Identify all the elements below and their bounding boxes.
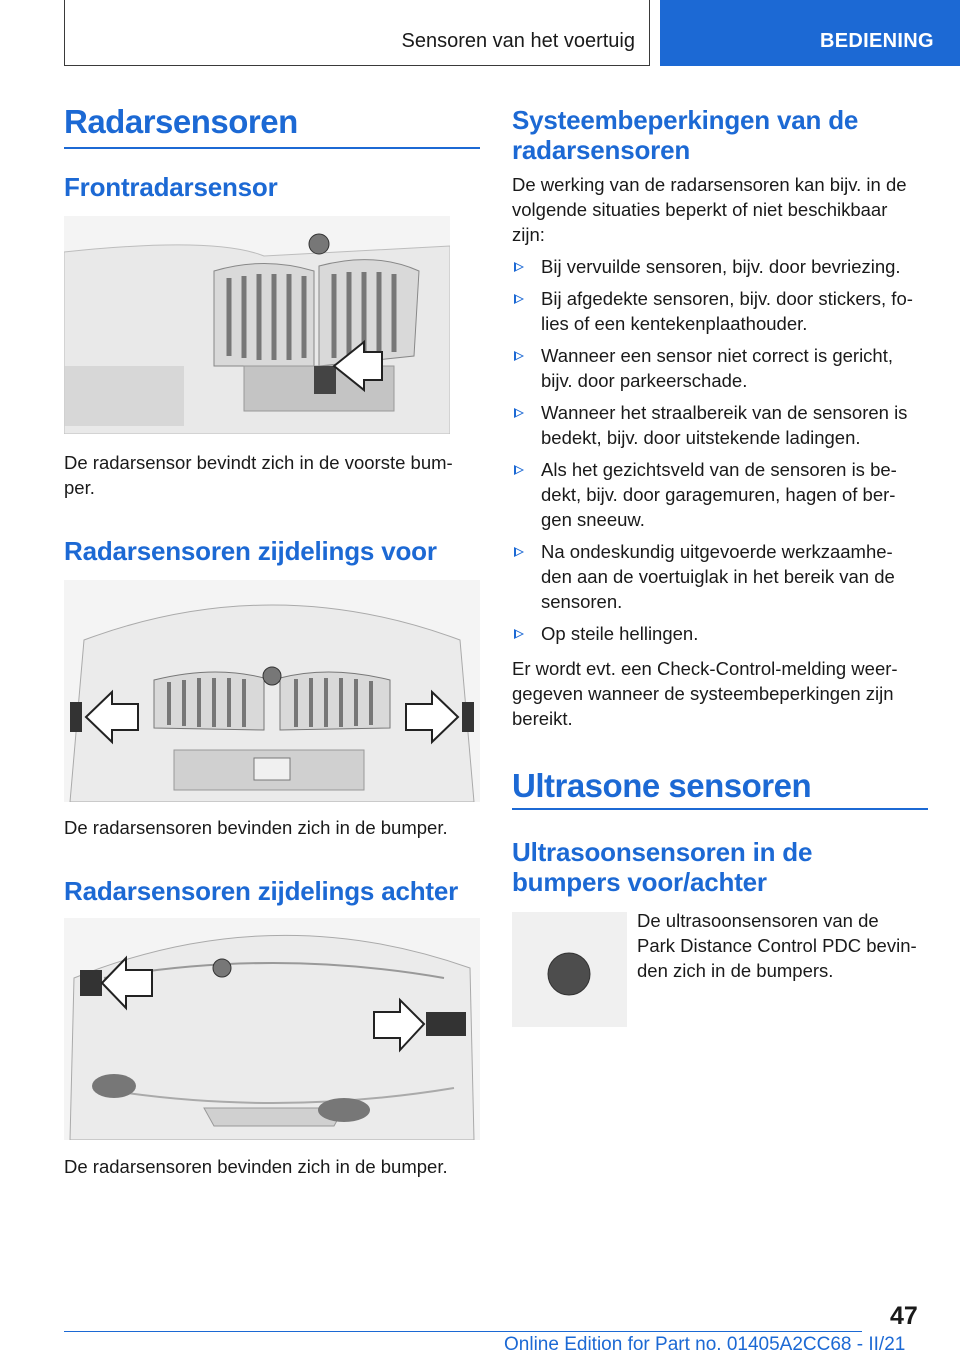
bullet-triangle-icon [514,262,524,272]
header-chapter-tab[interactable] [660,0,960,66]
list-item: Als het gezichtsveld van de sensoren is be- dekt, bijv. door garagemuren, hagen of ber- gen sneeuw. [512,457,928,532]
front-radar-caption: De radarsensor bevindt zich in de voorste bum- per. [64,452,453,498]
ultrasonic-sensor-illustration [512,912,627,1027]
footer-edition: Online Edition for Part no. 01405A2CC68 - II/21 [504,1334,906,1355]
bullet-triangle-icon [514,408,524,418]
page-number: 47 [890,1302,918,1330]
side-front-radar-illustration [64,580,480,802]
limits-intro: De werking van de radarsensoren kan bijv. in de volgende situaties beperkt of niet beschikbaar zijn: [512,174,907,245]
header-section-title: Sensoren van het voertuig [401,30,635,52]
list-item: Wanneer het straalbereik van de sensoren is bedekt, bijv. door uitstekende ladingen. [512,400,928,450]
side-rear-radar-caption: De radarsensoren bevinden zich in de bumper. [64,1156,448,1177]
header-section-box [64,0,650,66]
list-item: Na ondeskundig uitgevoerde werkzaamhe- den aan de voertuiglak in het bereik van de sensoren. [512,539,928,614]
limits-outro: Er wordt evt. een Check-Control-melding weer- gegeven wanneer de systeembeperkingen zijn bereikt. [512,658,898,729]
bullet-triangle-icon [514,351,524,361]
side-rear-radar-illustration [64,918,480,1140]
header-chapter-label: BEDIENING [820,30,934,52]
footer-rule [64,1331,862,1332]
list-item: Bij afgedekte sensoren, bijv. door stickers, fo- lies of een kentekenplaathouder. [512,286,928,336]
title-rule [64,147,480,149]
front-radar-heading: Frontradarsensor [64,172,278,202]
list-item: Wanneer een sensor niet correct is gericht, bijv. door parkeerschade. [512,343,928,393]
side-rear-radar-heading: Radarsensoren zijdelings achter [64,876,459,906]
list-item: Bij vervuilde sensoren, bijv. door bevriezing. [512,254,928,279]
list-item: Op steile hellingen. [512,621,928,646]
front-radar-illustration [64,216,450,434]
bullet-triangle-icon [514,294,524,304]
bullet-triangle-icon [514,629,524,639]
limits-list [512,254,928,653]
ultrasonic-title: Ultrasone sensoren [512,767,812,804]
side-front-radar-heading: Radarsensoren zijdelings voor [64,536,437,566]
ultrasonic-heading: Ultrasoonsensoren in de bumpers voor/achter [512,837,813,897]
bullet-triangle-icon [514,547,524,557]
side-front-radar-caption: De radarsensoren bevinden zich in de bumper. [64,817,448,838]
limits-heading: Systeembeperkingen van de radarsensoren [512,105,859,165]
bullet-triangle-icon [514,465,524,475]
ultrasonic-text: De ultrasoonsensoren van de Park Distance Control PDC bevin- den zich in de bumpers. [637,910,917,981]
page-title: Radarsensoren [64,103,298,140]
ultrasonic-title-rule [512,808,928,810]
